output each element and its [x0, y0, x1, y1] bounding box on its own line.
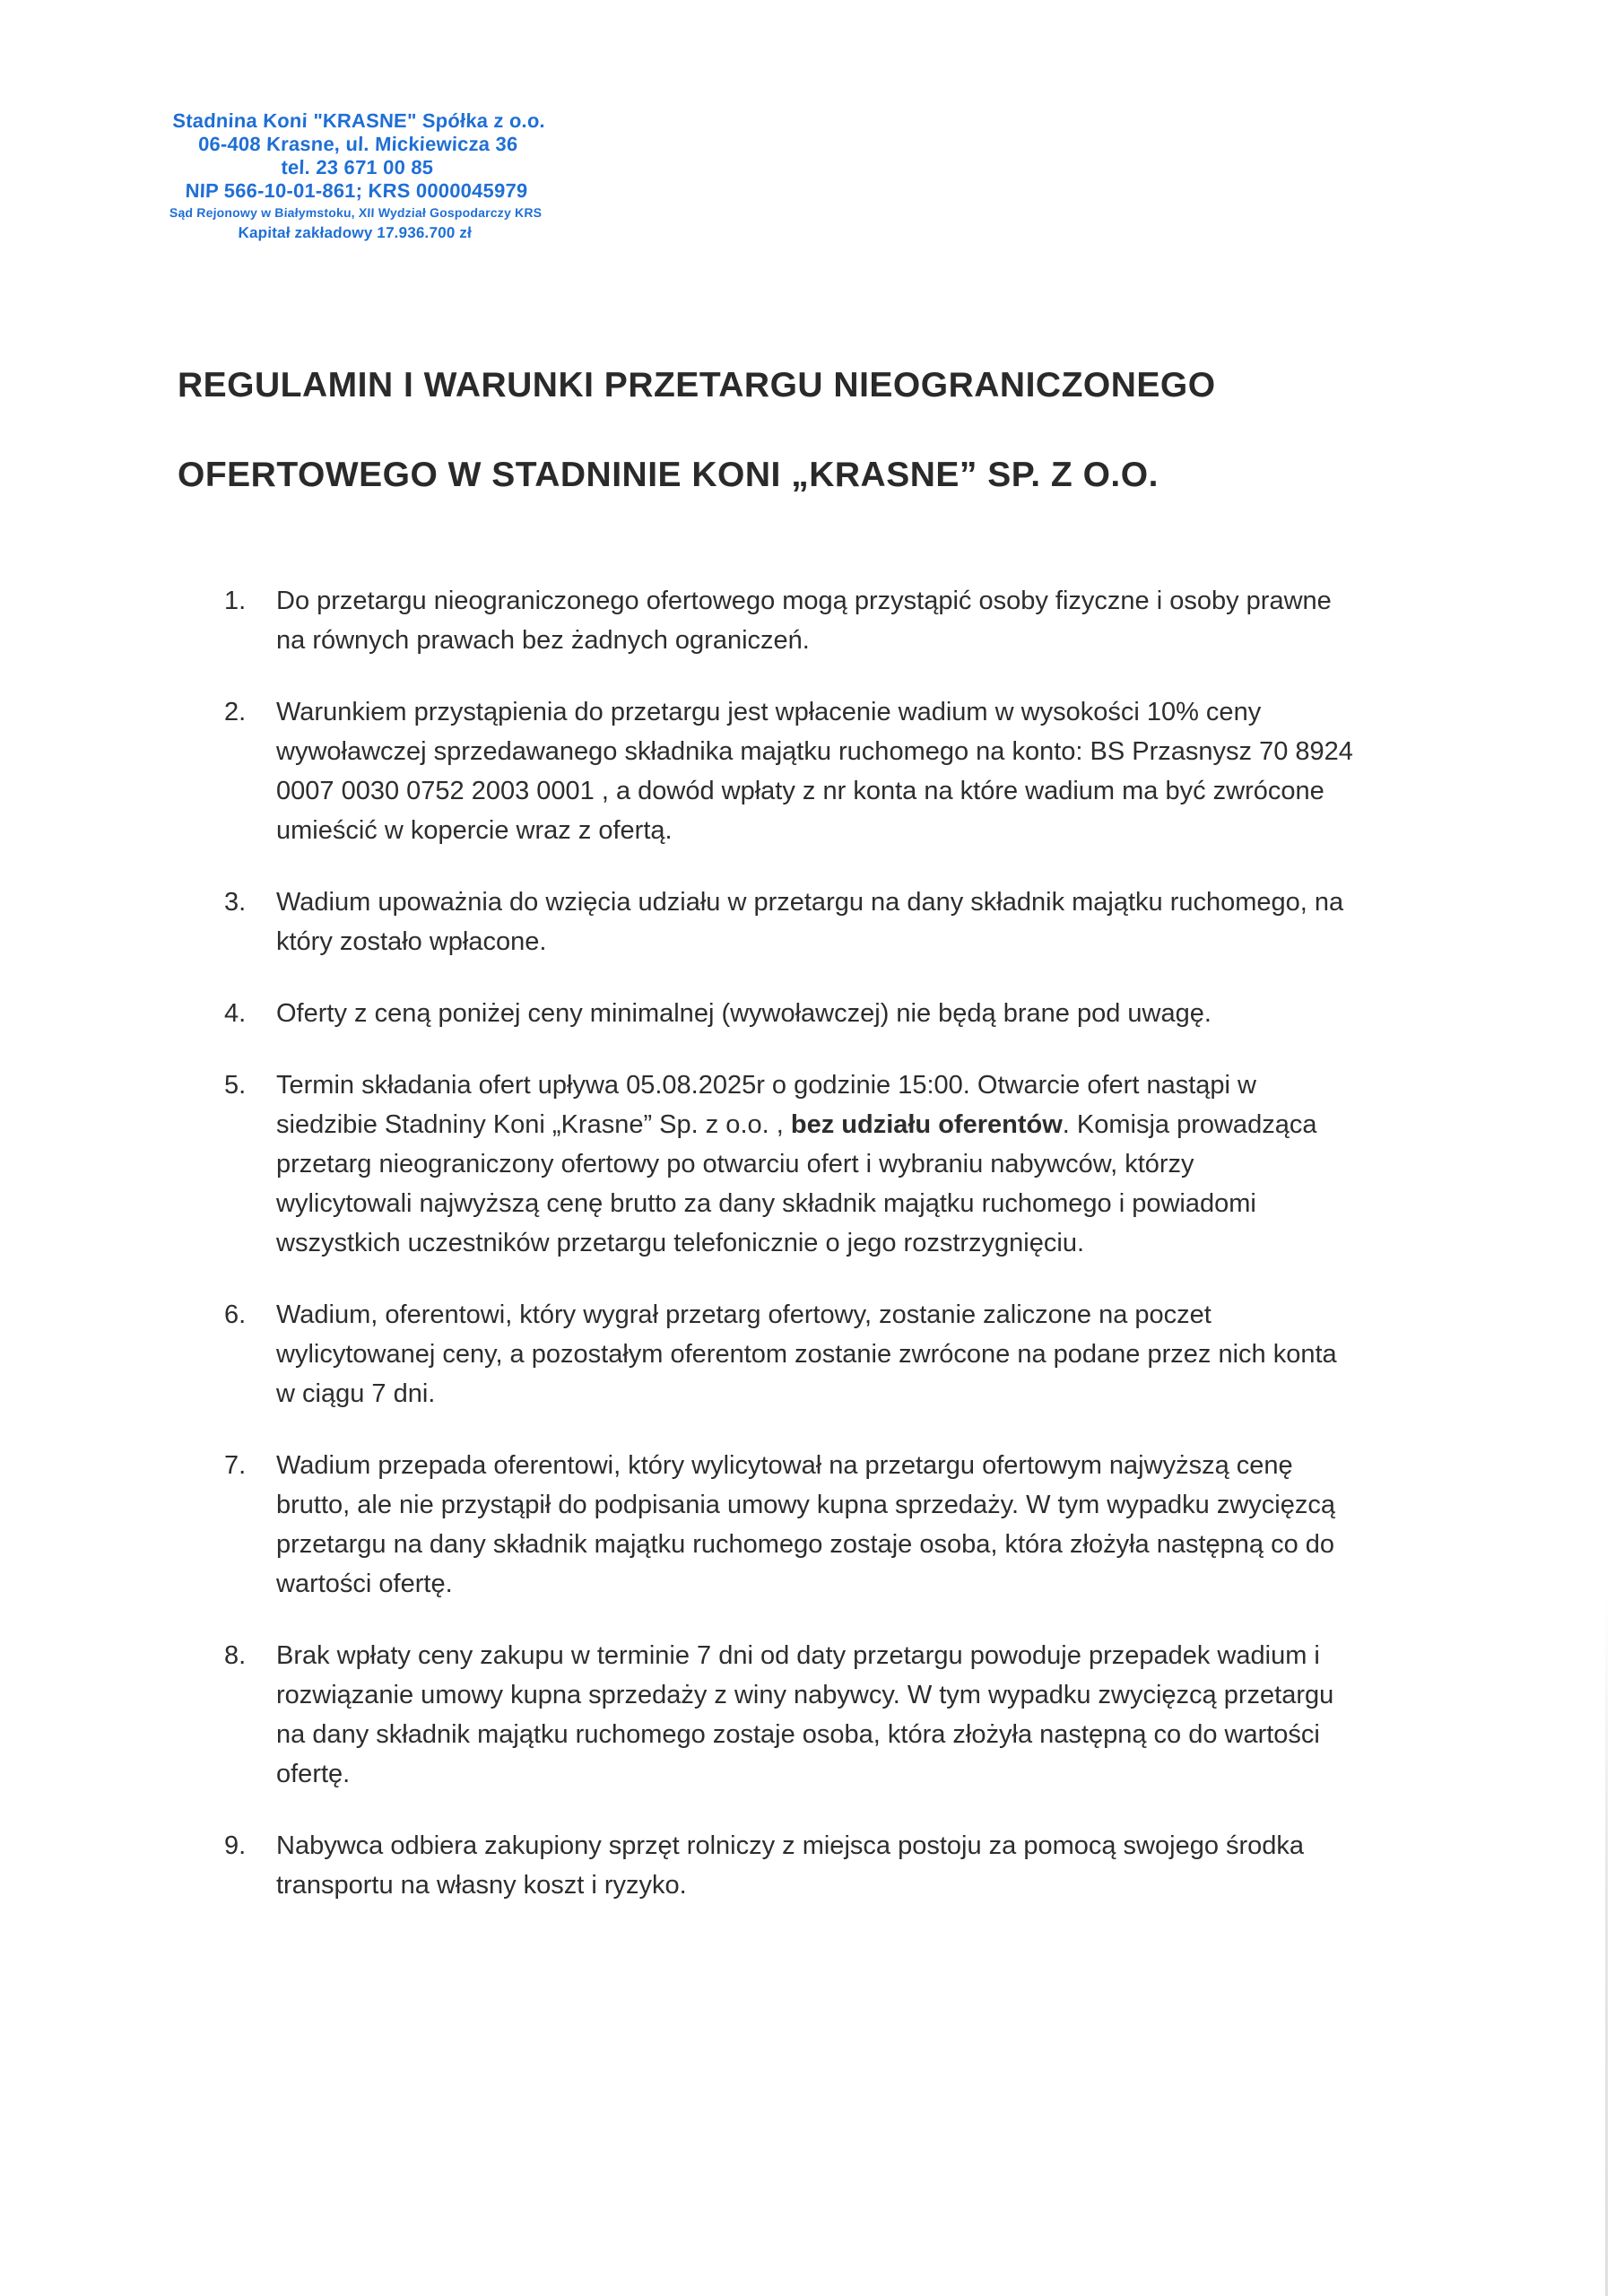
- item-text-segment: . Komisja prowadząca: [1062, 1110, 1317, 1139]
- stamp-court: Sąd Rejonowy w Białymstoku, XII Wydział Gospodarczy KRS: [169, 205, 543, 220]
- stamp-address: 06-408 Krasne, ul. Mickiewicza 36: [197, 133, 518, 155]
- item-text: [276, 883, 1435, 961]
- item-text: [276, 692, 1435, 850]
- item-number: 3.: [224, 888, 247, 917]
- scan-edge-shadow: [1605, 1596, 1608, 2296]
- list-item: [224, 994, 1435, 1033]
- item-line: ofertę.: [276, 1760, 351, 1788]
- item-line: wylicytowanej ceny, a pozostałym oferentom zostanie zwrócone na podane przez nich konta: [276, 1340, 1337, 1369]
- list-item: [224, 1065, 1435, 1263]
- item-line: Do przetargu nieograniczonego ofertowego mogą przystąpić osoby fizyczne i osoby prawne: [276, 587, 1332, 615]
- list-item: [224, 1446, 1435, 1604]
- item-line: Warunkiem przystąpienia do przetargu jest wpłacenie wadium w wysokości 10% ceny: [276, 698, 1262, 726]
- item-line: wylicytowali najwyższą cenę brutto za dany składnik majątku ruchomego i powiadomi: [276, 1189, 1256, 1218]
- item-text: [276, 1295, 1435, 1413]
- item-text: [276, 1065, 1435, 1263]
- item-line: transportu na własny koszt i ryzyko.: [276, 1871, 687, 1900]
- item-number: 5.: [224, 1071, 247, 1100]
- item-line: przetarg nieograniczony ofertowy po otwarciu ofert i wybraniu nabywców, którzy: [276, 1150, 1194, 1178]
- item-line: 0007 0030 0752 2003 0001 , a dowód wpłaty z nr konta na które wadium ma być zwrócone: [276, 777, 1324, 805]
- list-item: [224, 1636, 1435, 1794]
- item-number: 1.: [224, 587, 247, 615]
- item-line: wszystkich uczestników przetargu telefonicznie o jego rozstrzygnięciu.: [276, 1229, 1085, 1257]
- item-line: Wadium, oferentowi, który wygrał przetarg ofertowy, zostanie zaliczone na poczet: [276, 1300, 1211, 1329]
- item-number: 6.: [224, 1300, 247, 1329]
- title-line-2: OFERTOWEGO W STADNINIE KONI „KRASNE” SP. Z O.O.: [178, 456, 1159, 494]
- item-line: Wadium przepada oferentowi, który wylicytował na przetargu ofertowym najwyższą cenę: [276, 1451, 1293, 1480]
- item-text: [276, 581, 1435, 660]
- stamp-capital: Kapitał zakładowy 17.936.700 zł: [238, 224, 473, 241]
- bold-phrase: bez udziału oferentów: [790, 1110, 1063, 1139]
- title-line-1: REGULAMIN I WARUNKI PRZETARGU NIEOGRANICZONEGO: [178, 366, 1216, 404]
- item-text-segment: siedzibie Stadniny Koni „Krasne” Sp. z o.o. ,: [276, 1110, 791, 1139]
- item-text: [276, 1636, 1435, 1794]
- item-line: wartości ofertę.: [276, 1570, 453, 1598]
- item-number: 8.: [224, 1641, 247, 1670]
- item-line: Brak wpłaty ceny zakupu w terminie 7 dni od daty przetargu powoduje przepadek wadium i: [276, 1641, 1320, 1670]
- item-line: Oferty z ceną poniżej ceny minimalnej (wywoławczej) nie będą brane pod uwagę.: [276, 999, 1211, 1028]
- item-number: 4.: [224, 999, 247, 1028]
- item-line: który zostało wpłacone.: [276, 927, 547, 956]
- item-line: umieścić w kopercie wraz z ofertą.: [276, 816, 673, 845]
- item-line: [276, 1105, 1435, 1144]
- stamp-nip-krs: NIP 566-10-01-861; KRS 0000045979: [185, 179, 528, 202]
- item-text: [276, 994, 1435, 1033]
- item-number: 7.: [224, 1451, 247, 1480]
- item-line: rozwiązanie umowy kupna sprzedaży z winy nabywcy. W tym wypadku zwycięzcą przetargu: [276, 1681, 1334, 1709]
- document-title: [178, 341, 1478, 520]
- item-line: Wadium upoważnia do wzięcia udziału w przetargu na dany składnik majątku ruchomego, na: [276, 888, 1344, 917]
- item-line: wywoławczej sprzedawanego składnika majątku ruchomego na konto: BS Przasnysz 70 8924: [276, 737, 1353, 766]
- list-item: [224, 1826, 1435, 1905]
- item-text: [276, 1446, 1435, 1604]
- item-number: 2.: [224, 698, 247, 726]
- list-item: [224, 883, 1435, 961]
- item-text: [276, 1826, 1435, 1905]
- item-number: 9.: [224, 1831, 247, 1860]
- item-line: przetargu na dany składnik majątku ruchomego zostaje osoba, która złożyła następną co do: [276, 1530, 1335, 1559]
- list-item: [224, 1295, 1435, 1413]
- item-line: na równych prawach bez żadnych ograniczeń.: [276, 626, 810, 655]
- regulations-list: [224, 581, 1435, 1905]
- company-stamp: [121, 109, 592, 244]
- item-line: na dany składnik majątku ruchomego zostaje osoba, która złożyła następną co do wartości: [276, 1720, 1320, 1749]
- item-line: brutto, ale nie przystąpił do podpisania umowy kupna sprzedaży. W tym wypadku zwycięzcą: [276, 1491, 1335, 1519]
- item-line: Nabywca odbiera zakupiony sprzęt rolniczy z miejsca postoju za pomocą swojego środka: [276, 1831, 1305, 1860]
- stamp-company-name: Stadnina Koni "KRASNE" Spółka z o.o.: [171, 109, 546, 132]
- item-line: w ciągu 7 dni.: [276, 1379, 436, 1408]
- item-line: Termin składania ofert upływa 05.08.2025r o godzinie 15:00. Otwarcie ofert nastąpi w: [276, 1071, 1256, 1100]
- list-item: [224, 692, 1435, 850]
- stamp-phone: tel. 23 671 00 85: [281, 156, 434, 178]
- list-item: [224, 581, 1435, 660]
